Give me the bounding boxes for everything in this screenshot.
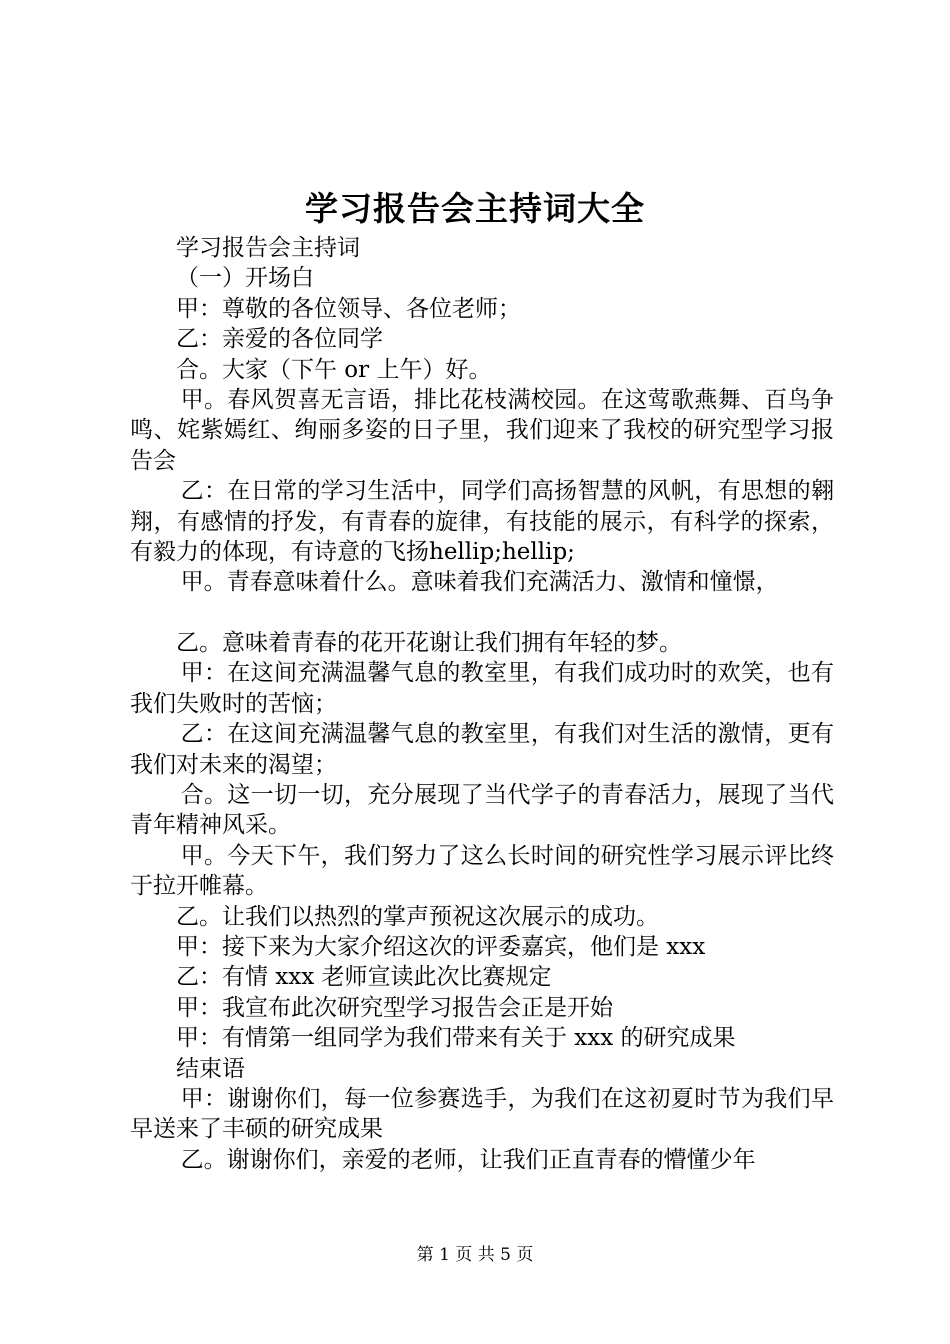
paragraph: 甲。青春意味着什么。意味着我们充满活力、激情和憧憬，: [180, 569, 779, 596]
section-heading: （一）开场白: [176, 265, 314, 292]
paragraph: 甲：在这间充满温馨气息的教室里，有我们成功时的欢笑，也有我们失败时的苦恼；: [130, 660, 834, 717]
paragraph: 乙。意味着青春的花开花谢让我们拥有年轻的梦。: [176, 629, 682, 656]
document-title: 学习报告会主持词大全: [305, 189, 645, 228]
paragraph: 甲：接下来为大家介绍这次的评委嘉宾，他们是 xxx: [176, 933, 706, 960]
paragraph: 乙。谢谢你们，亲爱的老师，让我们正直青春的懵懂少年: [180, 1146, 756, 1173]
page-number-footer: 第 1 页 共 5 页: [416, 1245, 534, 1265]
document-body: [130, 233, 834, 1175]
paragraph: 甲。春风贺喜无言语，排比花枝满校园。在这莺歌燕舞、百鸟争鸣、姹紫嫣红、绚丽多姿的日子里，我们迎来了我校的研究型学习报告会: [130, 387, 834, 474]
paragraph: 乙：亲爱的各位同学: [176, 326, 383, 353]
paragraph: 合。大家（下午 or 上午）好。: [176, 356, 492, 383]
paragraph: 甲：谢谢你们，每一位参赛选手，为我们在这初夏时节为我们早早送来了丰硕的研究成果: [130, 1085, 834, 1143]
paragraph: 乙：在日常的学习生活中，同学们高扬智慧的风帆，有思想的翱翔，有感情的抒发，有青春的旋律，有技能的展示，有科学的探索，有毅力的体现，有诗意的飞扬hellip;hellip;: [130, 478, 834, 566]
paragraph: 甲：有情第一组同学为我们带来有关于 xxx 的研究成果: [176, 1025, 736, 1052]
paragraph: 乙。让我们以热烈的掌声预祝这次展示的成功。: [176, 903, 659, 930]
paragraph: 乙：有情 xxx 老师宣读此次比赛规定: [176, 964, 552, 991]
paragraph: 甲。今天下午，我们努力了这么长时间的研究性学习展示评比终于拉开帷幕。: [130, 842, 834, 900]
section-heading: 结束语: [176, 1055, 245, 1082]
paragraph-gap: [130, 598, 834, 628]
paragraph: 乙：在这间充满温馨气息的教室里，有我们对生活的激情，更有我们对未来的渴望；: [130, 721, 834, 778]
paragraph: 甲：我宣布此次研究型学习报告会正是开始: [176, 994, 613, 1021]
paragraph: 学习报告会主持词: [176, 235, 360, 261]
paragraph: 甲：尊敬的各位领导、各位老师；: [176, 295, 521, 322]
paragraph: 合。这一切一切，充分展现了当代学子的青春活力，展现了当代青年精神风采。: [130, 781, 834, 839]
